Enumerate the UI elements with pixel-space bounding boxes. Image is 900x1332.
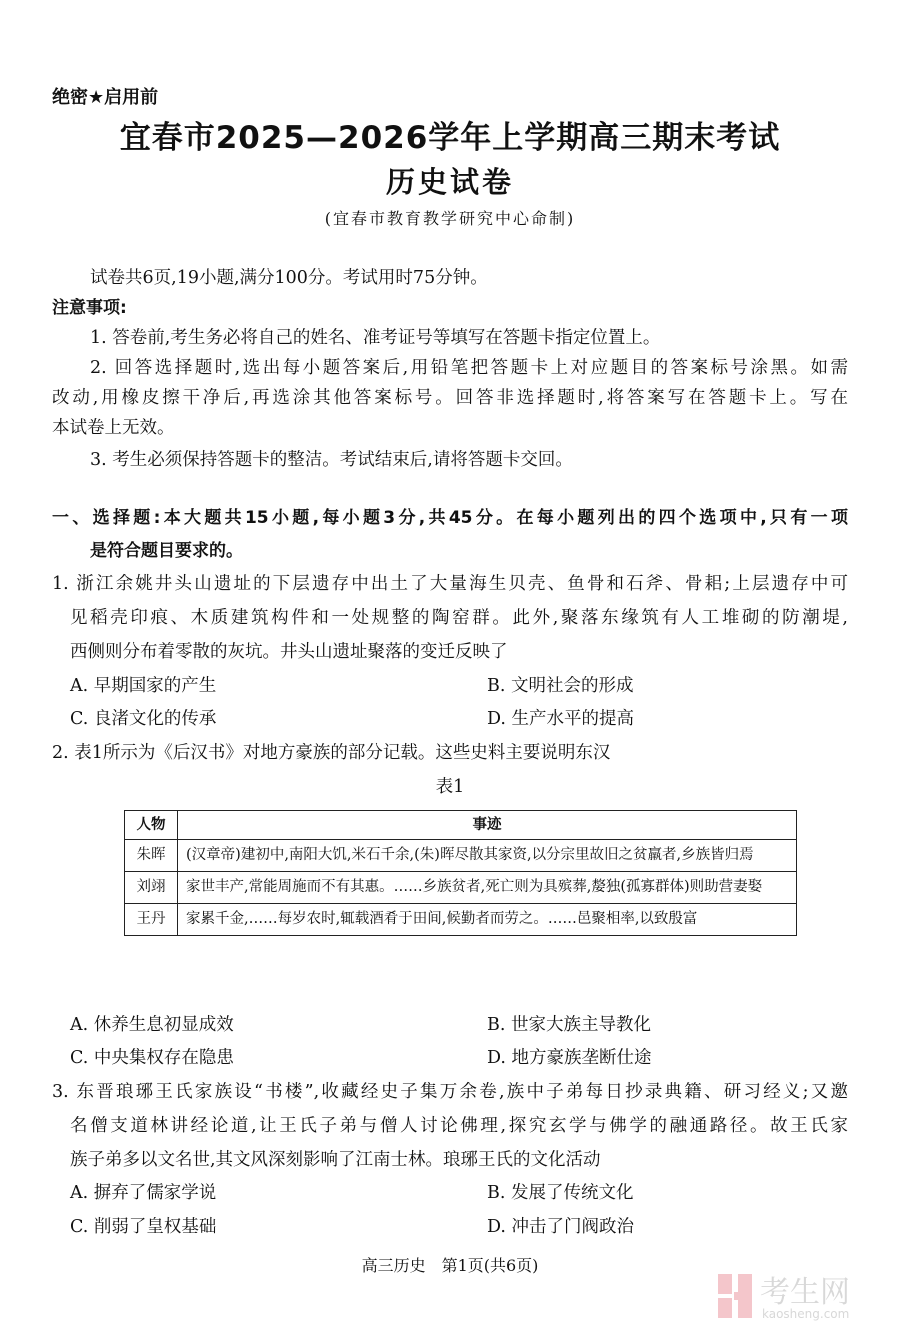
option-b[interactable]: B. 世家大族主导教化	[487, 1015, 651, 1035]
notice-item: 改动,用橡皮擦干净后,再选涂其他答案标号。回答非选择题时,将答案写在答题卡上。写在	[52, 388, 848, 408]
kaosheng-logo-icon	[716, 1262, 886, 1322]
section-heading: 是符合题目要求的。	[90, 541, 243, 561]
option-c[interactable]: C. 中央集权存在隐患	[70, 1048, 234, 1068]
exam-title: 宜春市2025—2026学年上学期高三期末考试	[119, 120, 781, 156]
question-text: 族子弟多以文名世,其文风深刻影响了江南士林。琅琊王氏的文化活动	[70, 1150, 601, 1170]
column-header: 事迹	[178, 811, 797, 840]
deed-cell: 家世丰产,常能周施而不有其惠。……乡族贫者,死亡则为具殡葬,嫠独(孤寡群体)则助营妻娶	[178, 872, 797, 904]
table-row	[125, 872, 797, 904]
record-table	[124, 810, 797, 936]
section-heading: 一、选择题:本大题共15小题,每小题3分,共45分。在每小题列出的四个选项中,只有一项	[52, 508, 848, 528]
option-c[interactable]: C. 削弱了皇权基础	[70, 1217, 217, 1237]
table-row	[125, 840, 797, 872]
question-text: 3. 东晋琅琊王氏家族设“书楼”,收藏经史子集万余卷,族中子弟每日抄录典籍、研习经义;又邀	[52, 1082, 848, 1102]
person-cell: 王丹	[125, 904, 178, 936]
option-a[interactable]: A. 摒弃了儒家学说	[70, 1183, 217, 1203]
table-caption: 表1	[435, 777, 465, 797]
option-d[interactable]: D. 地方豪族垄断仕途	[487, 1048, 652, 1068]
watermark-domain: kaosheng.com	[762, 1307, 850, 1321]
deed-cell: (汉章帝)建初中,南阳大饥,米石千余,(朱)晖尽散其家资,以分宗里故旧之贫羸者,乡族皆归焉	[178, 840, 797, 872]
deed-cell: 家累千金,……每岁农时,辄载酒肴于田间,候勤者而劳之。……邑聚相率,以致殷富	[178, 904, 797, 936]
question-text: 2. 表1所示为《后汉书》对地方豪族的部分记载。这些史料主要说明东汉	[52, 743, 611, 763]
author-line: (宜春市教育教学研究中心命制)	[324, 209, 576, 228]
option-b[interactable]: B. 文明社会的形成	[487, 676, 634, 696]
table-row	[125, 904, 797, 936]
option-d[interactable]: D. 生产水平的提高	[487, 709, 635, 729]
option-b[interactable]: B. 发展了传统文化	[487, 1183, 634, 1203]
table-header-row	[125, 811, 797, 840]
option-a[interactable]: A. 早期国家的产生	[70, 676, 217, 696]
secret-label: 绝密★启用前	[52, 87, 159, 108]
person-cell: 刘翊	[125, 872, 178, 904]
page-footer: 高三历史 第1页(共6页)	[361, 1256, 539, 1275]
option-c[interactable]: C. 良渚文化的传承	[70, 709, 217, 729]
question-text: 见稻壳印痕、木质建筑构件和一处规整的陶窑群。此外,聚落东缘筑有人工堆砌的防潮堤,	[70, 608, 848, 628]
notice-item: 1. 答卷前,考生务必将自己的姓名、准考证号等填写在答题卡指定位置上。	[90, 328, 661, 348]
question-text: 名僧支道林讲经论道,让王氏子弟与僧人讨论佛理,探究玄学与佛学的融通路径。故王氏家	[70, 1116, 848, 1136]
option-a[interactable]: A. 休养生息初显成效	[70, 1015, 234, 1035]
subject-title: 历史试卷	[385, 165, 514, 199]
exam-info: 试卷共6页,19小题,满分100分。考试用时75分钟。	[90, 268, 488, 288]
column-header: 人物	[125, 811, 178, 840]
question-text: 1. 浙江余姚井头山遗址的下层遗存中出土了大量海生贝壳、鱼骨和石斧、骨耜;上层遗存中可	[52, 574, 848, 594]
option-d[interactable]: D. 冲击了门阀政治	[487, 1217, 635, 1237]
notice-item: 3. 考生必须保持答题卡的整洁。考试结束后,请将答题卡交回。	[90, 450, 573, 470]
person-cell: 朱晖	[125, 840, 178, 872]
notice-item: 本试卷上无效。	[52, 418, 175, 438]
notice-heading: 注意事项:	[52, 298, 127, 318]
notice-item: 2. 回答选择题时,选出每小题答案后,用铅笔把答题卡上对应题目的答案标号涂黑。如需	[90, 358, 848, 378]
watermark-name: 考生网	[760, 1275, 850, 1310]
question-text: 西侧则分布着零散的灰坑。井头山遗址聚落的变迁反映了	[70, 642, 508, 662]
watermark-logo	[716, 1262, 886, 1322]
